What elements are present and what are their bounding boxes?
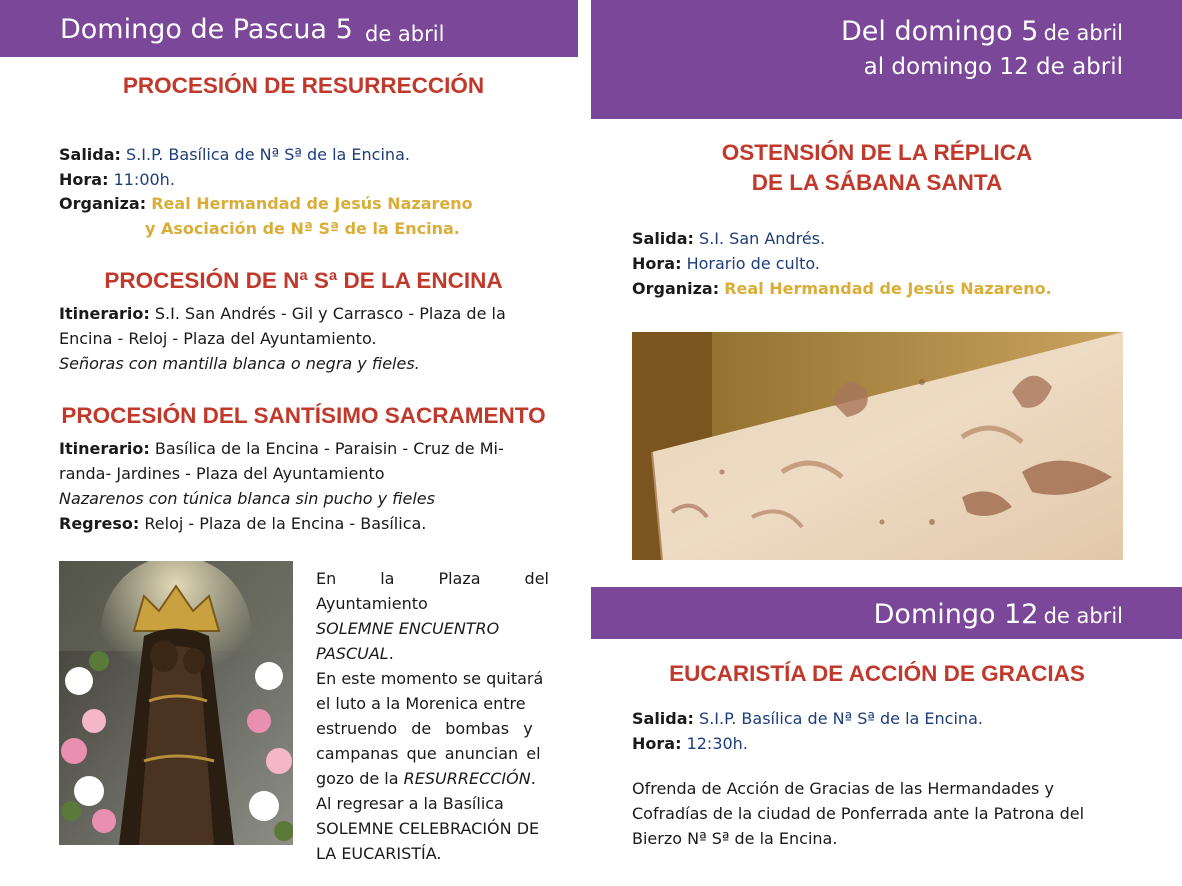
encuentro-line-11: LA EUCARISTÍA. <box>316 844 442 863</box>
encuentro-line-4: En este momento se quitará <box>316 669 544 688</box>
title-procesion-encina: PROCESIÓN DE Nª Sª DE LA ENCINA <box>104 268 503 293</box>
header-domingo-12 <box>874 599 1123 630</box>
salida-value: S.I. San Andrés. <box>699 229 826 248</box>
hora-label: Hora: <box>632 734 682 753</box>
hora-value: 11:00h. <box>113 170 175 189</box>
hora-line-1 <box>59 167 175 192</box>
salida-value: S.I.P. Basílica de Nª Sª de la Encina. <box>699 709 983 728</box>
salida-line-1 <box>59 142 410 167</box>
itinerario-line-2 <box>59 301 506 326</box>
itinerario-value: S.I. San Andrés - Gil y Carrasco - Plaza de la <box>154 304 506 323</box>
itinerario-line-3 <box>59 436 504 461</box>
itinerario-line-3b: randa- Jardines - Plaza del Ayuntamiento <box>59 464 385 483</box>
organiza-line-1 <box>59 191 473 216</box>
title-procesion-resurreccion: PROCESIÓN DE RESURRECCIÓN <box>122 73 485 98</box>
organiza-value: Real Hermandad de Jesús Nazareno <box>151 194 473 213</box>
encuentro-gozo: gozo de la <box>316 769 404 788</box>
header-line-1 <box>841 16 1123 47</box>
encuentro-line-5: el luto a la Morenica entre <box>316 694 526 713</box>
salida-label: Salida: <box>59 145 121 164</box>
encuentro-line-8 <box>316 766 549 791</box>
header-band-semana <box>591 0 1182 119</box>
title-eucaristia: EUCARISTÍA DE ACCIÓN DE GRACIAS <box>669 661 1085 686</box>
ofrenda-text <box>632 776 1125 851</box>
encuentro-line-3 <box>316 641 549 666</box>
ofrenda-line-3: Bierzo Nª Sª de la Encina. <box>632 829 838 848</box>
virgin-photo <box>59 561 293 845</box>
encuentro-period-2: . <box>530 769 536 788</box>
regreso-line <box>59 511 426 536</box>
salida-line-ostension <box>632 226 825 251</box>
encuentro-line-10: SOLEMNE CELEBRACIÓN DE <box>316 819 540 838</box>
hora-line-eucaristia <box>632 731 748 756</box>
encuentro-line-2: SOLEMNE ENCUENTRO <box>316 619 500 638</box>
encuentro-line-7: campanas que anuncian el <box>316 744 541 763</box>
regreso-label: Regreso: <box>59 514 140 533</box>
organiza-value: Real Hermandad de Jesús Nazareno. <box>724 279 1052 298</box>
encuentro-line-1: En la Plaza del Ayuntamiento <box>316 569 549 613</box>
header-date: Domingo de Pascua 5 <box>60 14 353 45</box>
regreso-value: Reloj - Plaza de la Encina - Basílica. <box>144 514 427 533</box>
header-de-abril: de abril <box>1043 21 1123 45</box>
title-ostension-1: OSTENSIÓN DE LA RÉPLICA <box>721 140 1033 165</box>
header-band-domingo-12 <box>591 587 1182 639</box>
header-del-domingo: Del domingo 5 <box>840 16 1039 47</box>
note-santisimo: Nazarenos con túnica blanca sin pucho y fieles <box>59 489 435 508</box>
hora-label: Hora: <box>59 170 109 189</box>
itinerario-label: Itinerario: <box>59 439 150 458</box>
encuentro-pascual: PASCUAL <box>316 644 389 663</box>
itinerario-value: Basílica de la Encina - Paraisin - Cruz de Mi- <box>154 439 504 458</box>
salida-line-eucaristia <box>632 706 983 731</box>
encuentro-text <box>316 566 549 866</box>
hora-line-ostension <box>632 251 820 276</box>
salida-value: S.I.P. Basílica de Nª Sª de la Encina. <box>126 145 410 164</box>
encuentro-resurreccion: RESURRECCIÓN <box>403 769 531 788</box>
note-encina: Señoras con mantilla blanca o negra y fieles. <box>59 354 420 373</box>
encuentro-line-9: Al regresar a la Basílica <box>316 794 504 813</box>
header-domingo-month: de abril <box>1043 604 1123 628</box>
organiza-line-1b: y Asociación de Nª Sª de la Encina. <box>145 219 460 238</box>
header-month: de abril <box>365 22 445 46</box>
title-procesion-santisimo: PROCESIÓN DEL SANTÍSIMO SACRAMENTO <box>61 403 546 428</box>
header-band-pascua <box>0 0 578 57</box>
ofrenda-line-2: Cofradías de la ciudad de Ponferrada ante la Patrona del <box>632 804 1085 823</box>
header-domingo-date: Domingo 12 <box>873 599 1039 630</box>
organiza-line-ostension <box>632 276 1052 301</box>
organiza-label: Organiza: <box>632 279 720 298</box>
header-line-2: al domingo 12 de abril <box>863 54 1123 80</box>
ofrenda-line-1: Ofrenda de Acción de Gracias de las Hermandades y <box>632 779 1054 798</box>
hora-value: Horario de culto. <box>686 254 820 273</box>
organiza-label: Organiza: <box>59 194 147 213</box>
itinerario-line-2b: Encina - Reloj - Plaza del Ayuntamiento. <box>59 329 377 348</box>
itinerario-label: Itinerario: <box>59 304 150 323</box>
encuentro-line-6: estruendo de bombas y <box>316 719 533 738</box>
title-ostension-2: DE LA SÁBANA SANTA <box>751 170 1003 195</box>
salida-label: Salida: <box>632 709 694 728</box>
hora-value: 12:30h. <box>686 734 748 753</box>
salida-label: Salida: <box>632 229 694 248</box>
encuentro-period: . <box>388 644 394 663</box>
hora-label: Hora: <box>632 254 682 273</box>
shroud-photo <box>632 332 1123 560</box>
right-column <box>591 0 1182 886</box>
